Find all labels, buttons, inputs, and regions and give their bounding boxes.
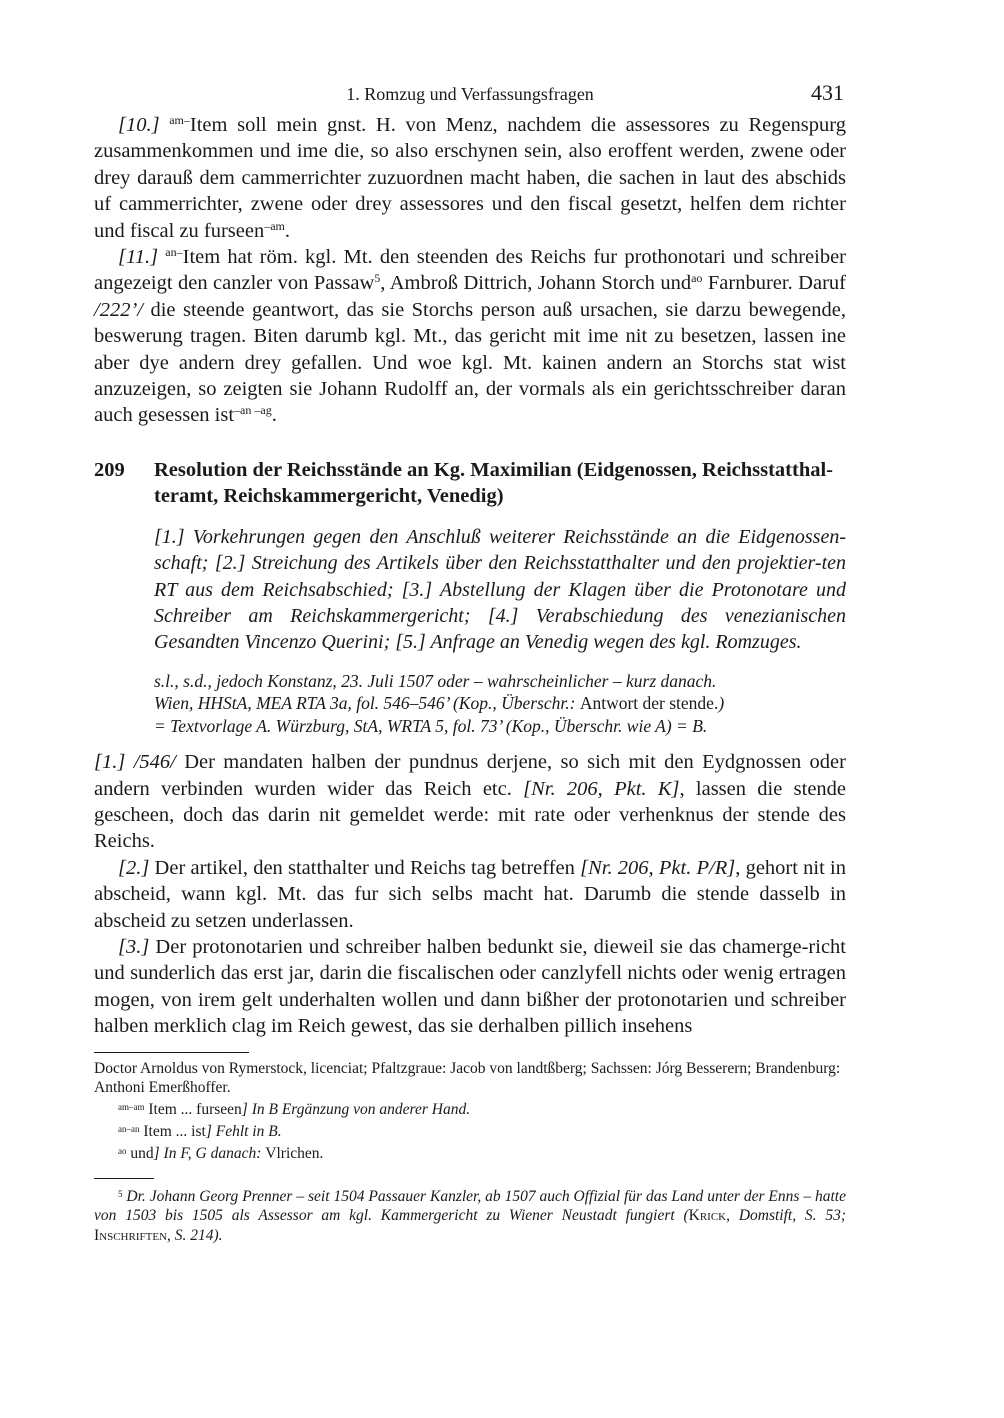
footnote-text: , S. 214). <box>167 1227 223 1245</box>
paragraph-text: , gehort nit in abscheid, wann kgl. Mt. das fur sich selbs macht hat. Darumb die stende dasselb in abscheid zu setzen underlassen. <box>94 856 846 932</box>
note-label: ao <box>118 1145 127 1156</box>
footnote-divider <box>94 1178 154 1179</box>
footnote-text: Dr. Johann Georg Prenner – seit 1504 Passauer Kanzler, ab 1507 auch Offizial für das Land unter der Enns – hatte von 1503 bis 1505 als Assessor am kgl. Kammergericht zu Wiener Neustadt fungiert ( <box>94 1187 846 1225</box>
punctuation: . <box>284 219 290 242</box>
folio-marker: /222’/ <box>94 298 143 321</box>
source-line <box>154 692 846 715</box>
apparatus-divider <box>94 1052 249 1053</box>
paragraph-text: Der artikel, den statthalter und Reichs tag betreffen <box>149 856 581 879</box>
paragraph-number: [11.] <box>118 246 159 269</box>
citation-author: Inschriften <box>94 1227 168 1245</box>
source-apparatus <box>154 670 846 738</box>
apparatus-continuation: Doctor Arnoldus von Rymerstock, licenciat; Pfaltzgraue: Jacob von landtßberg; Sachssen: Jórg Besserern; Brandenburg: Anthoni Emerßhoffer. <box>94 1059 841 1097</box>
paragraph-10 <box>94 112 846 244</box>
punctuation: . <box>271 404 277 427</box>
paragraph-text: Item soll mein gnst. H. von Menz, nachdem die assessores zu Regenspurg zusammenkommen und ime die, so also erschynen sein, also eroffent werden, zwene oder drey darauß dem cammerrichter zuzuordnen macht haben, die sachen in laut des abschids uf cammerrichter, zwene oder drey assessores und den fiscal gesetzt, helfen dem richter und fiscal zu furseen <box>94 114 846 242</box>
paragraph-11 <box>94 244 846 429</box>
page-header <box>94 78 846 112</box>
paragraph-number: [1.] /546/ <box>94 751 176 774</box>
running-head: 1. Romzug und Verfassungsfragen <box>346 84 594 104</box>
note-lemma: Item ... ist <box>139 1123 206 1141</box>
regest-summary: [1.] Vorkehrungen gegen den Anschluß weiterer Reichsstände an die Eidgenossen-schaft; [2.] Streichung des Artikels über den Reichsstatthalter und den projektier-ten RT aus dem Reichsabschied; [3.] Abstellung der Klagen über die Protonotare und Schreiber am Reichskammergericht; [4.] Verabschiedung des venezianischen Gesandten Vincenzo Querini; [5.] Anfrage an Venedig wegen des kgl. Romzuges. <box>154 525 846 654</box>
paragraph-text: Der mandaten halben der pundnus derjene, so sich mit den Eydgnossen oder andern verbinden wurden wider das Reich etc. <box>94 751 846 800</box>
critical-apparatus <box>94 1059 846 1164</box>
note-comment: ] Fehlt in B. <box>205 1123 282 1141</box>
paragraph-text: die steende geantwort, das sie Storchs person auß ursachen, sie darzu bewegende, beswerung tragen. Biten darumb kgl. Mt., das gericht mit ime nit zu besetzen, lassen ine aber dye andern drey gefallen. Und woe kgl. Mt. kainen andern an Storchs stat wist anzuzeigen, so zeigten sie Johann Rudolff an, der vormals als ein gerichtsschreiber daran auch gesessen ist <box>94 298 846 427</box>
document-entry-heading <box>94 457 846 510</box>
entry-number: 209 <box>94 458 125 481</box>
note-lemma: und <box>126 1144 154 1162</box>
note-label: an–an <box>118 1124 140 1135</box>
paragraph-number: [10.] <box>118 114 160 136</box>
footnote-number: 5 <box>118 1188 123 1199</box>
variant-marker: am– <box>169 113 190 127</box>
paragraph-number: [2.] <box>118 856 150 879</box>
paragraph-number: [3.] <box>118 936 150 959</box>
apparatus-note-an <box>94 1120 846 1142</box>
page-number: 431 <box>811 80 844 105</box>
footnote-reference[interactable]: 5 <box>374 271 381 286</box>
source-text: Wien, HHStA, MEA RTA 3a, fol. 546–546’ (Kop., Überschr.: <box>154 693 580 714</box>
paragraph-text: Item hat röm. kgl. Mt. den steenden des Reichs fur prothonotari und schreiber angezeigt den canzler von Passaw <box>94 246 847 295</box>
note-comment: ] In F, G danach: <box>153 1144 266 1162</box>
source-line: = Textvorlage A. Würzburg, StA, WRTA 5, fol. 73’ (Kop., Überschr. wie A) = B. <box>154 715 708 736</box>
resolution-point-1 <box>94 749 846 855</box>
note-lemma: Item ... furseen <box>144 1101 242 1119</box>
resolution-point-3 <box>94 934 846 1040</box>
resolution-point-2 <box>94 855 846 934</box>
footnote-5 <box>94 1185 846 1246</box>
apparatus-note-ao <box>94 1142 846 1164</box>
paragraph-text: Farnburer. Daruf <box>702 272 846 295</box>
paragraph-text: , lassen die stende gescheen, doch das darin nit gemeldet werde: mit rate oder verhenknus der stende des Reichs. <box>94 777 847 853</box>
variant-marker: –am <box>264 218 285 233</box>
entry-title: Resolution der Reichsstände an Kg. Maximilian (Eidgenossen, Reichsstatthal-teramt, Reichskammergericht, Venedig) <box>154 458 834 508</box>
note-comment: ] In B Ergänzung von anderer Hand. <box>241 1101 471 1119</box>
citation-author: Krick <box>688 1207 727 1225</box>
cross-reference[interactable]: [Nr. 206, Pkt. K] <box>523 777 680 800</box>
date-line: s.l., s.d., jedoch Konstanz, 23. Juli 1507 oder – wahrscheinlicher – kurz danach. <box>154 670 717 691</box>
variant-marker: –an –ag <box>234 403 272 418</box>
note-label: am–am <box>118 1102 145 1113</box>
paragraph-text: Der protonotarien und schreiber halben bedunkt sie, dieweil sie das chamerge-richt und sunderlich das erst jar, darin die fiscalischen oder canzlyfell nichts oder wenig ertragen mogen, von irem gelt underhalten wollen und dann bißher der protonotarien und schreiber halben merklich clag im Reich gewest, das sie derhalben pillich insehens <box>94 936 846 1038</box>
variant-marker: ao <box>691 271 703 286</box>
cross-reference[interactable]: [Nr. 206, Pkt. P/R] <box>580 856 736 879</box>
source-text: ) <box>718 693 725 714</box>
note-variant: Vlrichen. <box>265 1144 324 1162</box>
source-heading-quote: Antwort der stende. <box>579 693 719 714</box>
variant-marker: an– <box>165 245 183 260</box>
document-page <box>94 78 846 1246</box>
apparatus-note-am <box>94 1098 846 1120</box>
paragraph-text: , Ambroß Dittrich, Johann Storch und <box>380 272 692 295</box>
footnote-text: , Domstift, S. 53; <box>726 1207 846 1225</box>
